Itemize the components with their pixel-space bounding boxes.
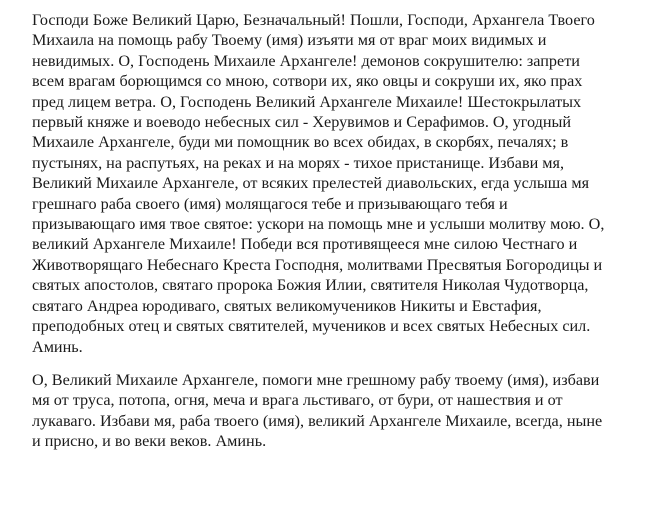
text-line: всем врагам борющимся со мною, сотвори их, яко овцы и сокруши их, яко прах <box>32 72 583 91</box>
text-line: пустынях, на распутьях, на реках и на морях - тихое пристанище. Избави мя, <box>32 153 565 172</box>
text-line: лукаваго. Избави мя, раба твоего (имя), великий Архангеле Михаиле, всегда, ныне <box>32 411 603 430</box>
text-line: грешнаго раба своего (имя) молящагося тебе и призывающаго тебя и <box>32 194 508 213</box>
text-line: Господи Боже Великий Царю, Безначальный! Пошли, Господи, Архангела Твоего <box>32 11 595 29</box>
prayer-document <box>32 10 644 452</box>
text-line: Животворящаго Небеснаго Креста Господня, молитвами Пресвятыя Богородицы и <box>32 255 603 274</box>
text-line: преподобных отец и святых святителей, мучеников и всех святых Небесных сил. <box>32 317 591 336</box>
text-line: Михаила на помощь рабу Твоему (имя) изъяти мя от враг моих видимых и <box>32 31 547 50</box>
text-line: Михаиле Архангеле, буди ми помощник во всех обидах, в скорбях, печалях; в <box>32 133 569 152</box>
text-line: святых апостолов, святаго пророка Божия Илии, святителя Николая Чудотворца, <box>32 276 589 295</box>
text-line: невидимых. О, Господень Михаиле Архангеле! демонов сокрушителю: запрети <box>32 51 580 70</box>
prayer-paragraph-1 <box>32 10 644 357</box>
text-line: Аминь. <box>32 337 83 356</box>
text-line: О, Великий Михаиле Архангеле, помоги мне грешному рабу твоему (имя), избави <box>32 370 600 389</box>
text-line: и присно, и во веки веков. Аминь. <box>32 432 267 451</box>
text-line: мя от труса, потопа, огня, меча и врага льстиваго, от бури, от нашествия и от <box>32 391 563 410</box>
prayer-paragraph-2 <box>32 370 644 452</box>
text-line: призывающаго имя твое святое: ускори на помощь мне и услыши молитву мою. О, <box>32 215 605 234</box>
text-line: святаго Андреа юродиваго, святых великомучеников Никиты и Евстафия, <box>32 296 542 315</box>
text-line: пред лицем ветра. О, Господень Великий Архангеле Михаиле! Шестокрылатых <box>32 92 582 111</box>
text-line: первый княже и воеводо небесных сил - Херувимов и Серафимов. О, угодный <box>32 113 572 132</box>
text-line: великий Архангеле Михаиле! Победи вся противящееся мне силою Честнаго и <box>32 235 578 254</box>
text-line: Великий Михаиле Архангеле, от всяких прелестей диавольских, егда услыша мя <box>32 174 590 193</box>
